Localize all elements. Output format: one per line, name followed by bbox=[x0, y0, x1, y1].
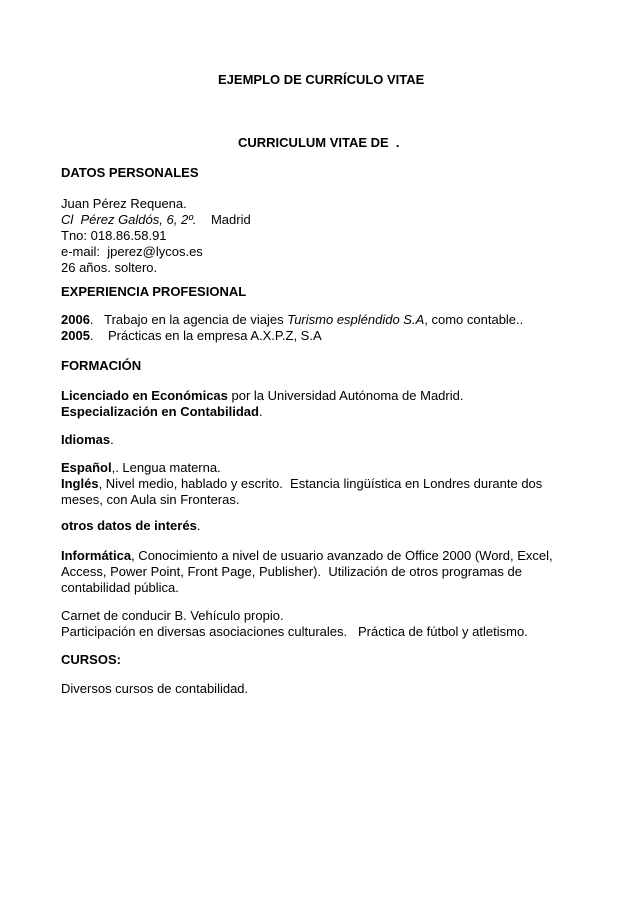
other-heading-rest: . bbox=[196, 518, 201, 533]
other-it-line bbox=[61, 548, 553, 564]
language-english: Inglés bbox=[61, 476, 99, 491]
languages-heading-line bbox=[61, 432, 114, 448]
other-it: Informática bbox=[61, 548, 132, 563]
doc-title: EJEMPLO DE CURRÍCULO VITAE bbox=[218, 72, 425, 87]
education-degree-line bbox=[61, 388, 463, 404]
experience-year: 2006 bbox=[61, 312, 90, 327]
personal-phone: Tno: 018.86.58.91 bbox=[61, 228, 167, 243]
other-associations: Participación en diversas asociaciones culturales. Práctica de fútbol y atletismo. bbox=[61, 624, 528, 639]
language-spanish-rest: ,. Lengua materna. bbox=[111, 460, 221, 475]
experience-text: . Trabajo en la agencia de viajes bbox=[89, 312, 288, 327]
experience-year: 2005 bbox=[61, 328, 90, 343]
other-heading-line bbox=[61, 518, 200, 534]
language-english-line-2: meses, con Aula sin Fronteras. bbox=[61, 492, 240, 507]
education-degree: Licenciado en Económicas bbox=[61, 388, 228, 403]
personal-name: Juan Pérez Requena. bbox=[61, 196, 187, 211]
other-heading: otros datos de interés bbox=[61, 518, 197, 533]
other-license: Carnet de conducir B. Vehículo propio. bbox=[61, 608, 284, 623]
personal-city: Madrid bbox=[196, 212, 251, 227]
personal-age: 26 años. soltero. bbox=[61, 260, 158, 275]
other-it-line-3: contabilidad pública. bbox=[61, 580, 179, 595]
languages-heading: Idiomas bbox=[61, 432, 111, 447]
cv-heading: CURRICULUM VITAE DE . bbox=[238, 135, 400, 150]
languages-heading-rest: . bbox=[110, 432, 114, 447]
education-heading: FORMACIÓN bbox=[61, 358, 142, 373]
language-spanish: Español bbox=[61, 460, 112, 475]
personal-address: Cl Pérez Galdós, 6, 2º. bbox=[61, 212, 197, 227]
education-specialization-line bbox=[61, 404, 263, 420]
education-specialization-rest: . bbox=[258, 404, 263, 419]
experience-text: . Prácticas en la empresa A.X.P.Z, S.A bbox=[89, 328, 322, 343]
education-specialization: Especialización en Contabilidad bbox=[61, 404, 259, 419]
courses-text: Diversos cursos de contabilidad. bbox=[61, 681, 249, 696]
experience-item bbox=[61, 312, 523, 328]
language-english-line bbox=[61, 476, 542, 492]
education-degree-rest: por la Universidad Autónoma de Madrid. bbox=[227, 388, 464, 403]
personal-address-line bbox=[61, 212, 251, 228]
experience-company: Turismo espléndido S.A bbox=[287, 312, 425, 327]
experience-item bbox=[61, 328, 322, 344]
other-it-line-2: Access, Power Point, Front Page, Publisher). Utilización de otros programas de bbox=[61, 564, 522, 579]
experience-text-end: , como contable.. bbox=[424, 312, 524, 327]
personal-heading: DATOS PERSONALES bbox=[61, 165, 199, 180]
language-spanish-line bbox=[61, 460, 221, 476]
courses-heading: CURSOS: bbox=[61, 652, 121, 667]
other-it-rest: , Conocimiento a nivel de usuario avanzado de Office 2000 (Word, Excel, bbox=[131, 548, 553, 563]
personal-email: e-mail: jperez@lycos.es bbox=[61, 244, 203, 259]
language-english-rest: , Nivel medio, hablado y escrito. Estancia lingüística en Londres durante dos bbox=[98, 476, 543, 491]
experience-heading: EXPERIENCIA PROFESIONAL bbox=[61, 284, 247, 299]
